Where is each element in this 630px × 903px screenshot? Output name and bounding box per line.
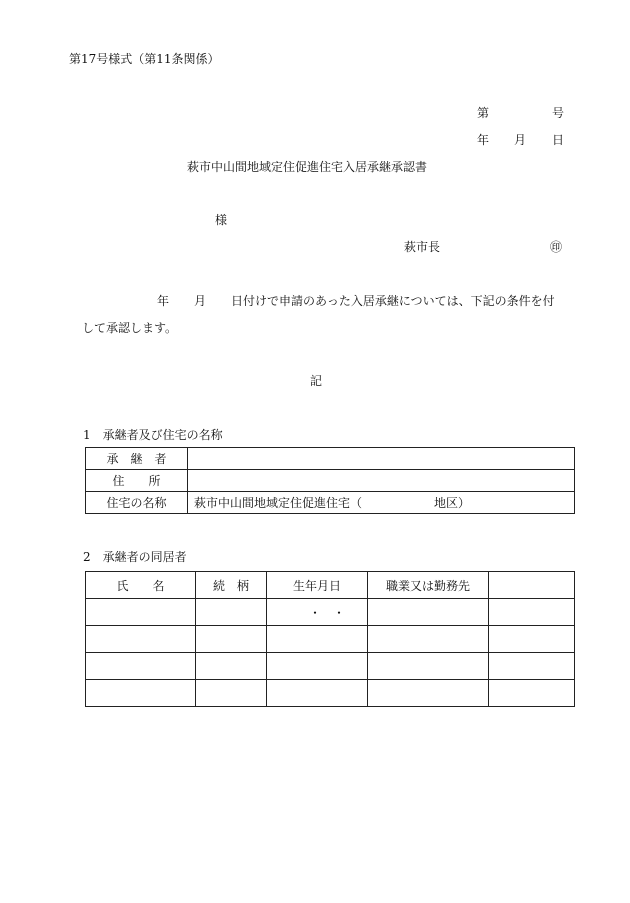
table-cell bbox=[86, 626, 196, 653]
section2-heading: 2 承継者の同居者 bbox=[83, 550, 187, 564]
table-cell bbox=[368, 626, 489, 653]
address-label: 住 所 bbox=[86, 470, 188, 492]
date-month: 月 bbox=[514, 133, 527, 147]
table-row bbox=[86, 599, 575, 626]
table-cell bbox=[196, 626, 267, 653]
table-cell bbox=[86, 599, 196, 626]
cohabitant-table bbox=[85, 571, 575, 707]
table-cell bbox=[86, 680, 196, 707]
section1-heading: 1 承継者及び住宅の名称 bbox=[83, 428, 223, 442]
col-header-blank bbox=[489, 572, 575, 599]
birthdate-cell: ・ ・ bbox=[267, 599, 368, 626]
table-cell bbox=[86, 653, 196, 680]
number-suffix: 号 bbox=[552, 106, 565, 120]
table-cell bbox=[489, 680, 575, 707]
successor-label: 承 継 者 bbox=[86, 448, 188, 470]
housing-name-value: 萩市中山間地域定住促進住宅（ 地区） bbox=[188, 492, 575, 514]
col-header-relationship: 続 柄 bbox=[196, 572, 267, 599]
col-header-occupation: 職業又は勤務先 bbox=[368, 572, 489, 599]
document-title: 萩市中山間地域定住促進住宅入居承継承認書 bbox=[187, 160, 428, 174]
table-row bbox=[86, 470, 575, 492]
table-row bbox=[86, 626, 575, 653]
table-cell bbox=[368, 599, 489, 626]
table-row bbox=[86, 680, 575, 707]
table-cell bbox=[196, 599, 267, 626]
table-cell bbox=[368, 653, 489, 680]
body-year: 年 bbox=[157, 294, 170, 308]
successor-table bbox=[85, 447, 575, 514]
table-header-row bbox=[86, 572, 575, 599]
date-day: 日 bbox=[552, 133, 565, 147]
table-cell bbox=[489, 626, 575, 653]
table-cell bbox=[196, 653, 267, 680]
table-row bbox=[86, 492, 575, 514]
addressee-suffix: 様 bbox=[215, 213, 228, 227]
successor-value bbox=[188, 448, 575, 470]
table-cell bbox=[267, 680, 368, 707]
date-year: 年 bbox=[477, 133, 490, 147]
col-header-name: 氏 名 bbox=[86, 572, 196, 599]
ki-label: 記 bbox=[310, 374, 323, 388]
table-cell bbox=[196, 680, 267, 707]
form-id: 第17号様式（第11条関係） bbox=[69, 52, 220, 66]
seal-mark: ㊞ bbox=[550, 240, 563, 254]
table-cell bbox=[489, 653, 575, 680]
body-text-line2: して承認します。 bbox=[82, 321, 178, 335]
body-text-line1: 日付けで申請のあった入居承継については、下記の条件を付 bbox=[231, 294, 555, 308]
table-cell bbox=[489, 599, 575, 626]
col-header-birthdate: 生年月日 bbox=[267, 572, 368, 599]
number-prefix: 第 bbox=[477, 106, 490, 120]
table-row bbox=[86, 448, 575, 470]
housing-name-label: 住宅の名称 bbox=[86, 492, 188, 514]
table-row bbox=[86, 653, 575, 680]
table-cell bbox=[267, 626, 368, 653]
table-cell bbox=[267, 653, 368, 680]
address-value bbox=[188, 470, 575, 492]
issuer-name: 萩市長 bbox=[404, 240, 441, 254]
table-cell bbox=[368, 680, 489, 707]
body-month: 月 bbox=[194, 294, 207, 308]
